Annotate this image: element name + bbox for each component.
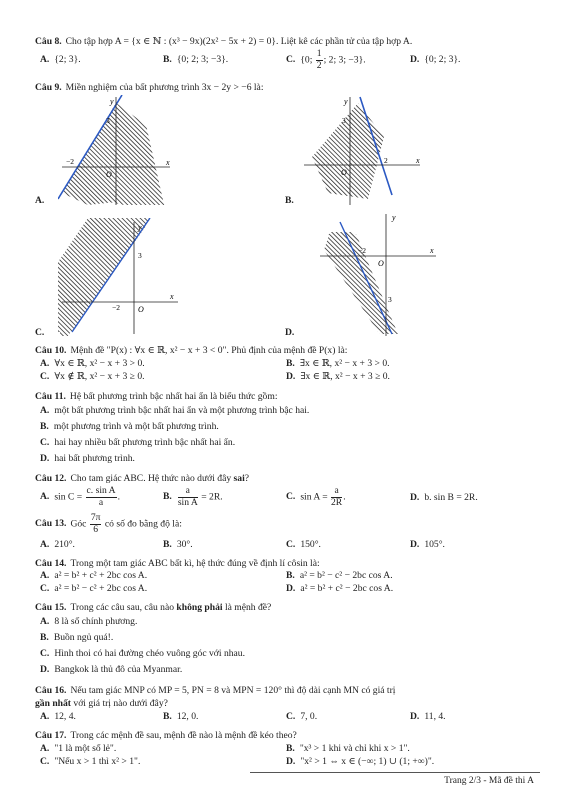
q17-option-d[interactable] [286,756,434,768]
option-text: 30°. [176,539,193,550]
question-text: Trong các mệnh đề sau, mệnh đề nào là mệnh đề kéo theo? [70,730,297,741]
numerator: a [331,486,342,498]
question-text: Góc [70,518,89,530]
q16-option-a[interactable] [40,711,76,723]
option-letter: A. [40,405,50,416]
q11-option-c[interactable] [40,437,235,449]
question-emphasis: gần nhất [35,698,71,709]
q15-option-b[interactable] [40,632,113,644]
q12-option-a[interactable] [40,486,120,508]
option-text: 12, 0. [176,711,199,722]
option-letter: A. [40,570,50,581]
option-text: a² = b² − c² − 2bc cos A. [299,570,393,581]
axis-label-x: x [170,292,174,301]
q13-option-c[interactable] [286,539,321,551]
option-letter: D. [410,539,420,550]
question-text: Trong các câu sau, câu nào [70,602,177,613]
option-letter: C. [40,371,50,382]
origin-label: O [106,170,112,179]
question-text: Miền nghiệm của bất phương trình 3x − 2y > −6 là: [65,82,264,93]
q14-option-c[interactable] [40,583,147,595]
question-13-stem [35,513,182,535]
option-letter: B. [163,491,172,503]
question-11-stem [35,391,277,403]
option-letter: B. [163,539,172,550]
option-text: ∀x ∈ ℝ, x² − x + 3 > 0. [54,358,145,369]
option-text: 7, 0. [300,711,318,722]
question-17-stem [35,730,297,742]
origin-label: O [378,259,384,268]
option-text: một bất phương trình bậc nhất hai ẩn và một phương trình bậc hai. [54,405,310,416]
option-text: . [117,491,120,503]
tick-label: −2 [358,246,366,255]
question-16-stem [35,685,395,697]
option-text: a² = b² + c² − 2bc cos A. [300,583,394,594]
option-text: "Nếu x > 1 thì x² > 1". [54,756,141,767]
footer-divider [250,772,540,773]
q9-option-d[interactable] [285,327,299,339]
q12-option-d[interactable] [410,492,478,504]
option-letter: C. [286,54,296,66]
question-label: Câu 11. [35,391,66,402]
option-letter: B. [285,195,294,206]
option-letter: B. [163,54,172,65]
graph-b [300,95,430,205]
numerator: 1 [316,48,322,59]
option-letter: D. [285,327,295,338]
tick-label: 3 [388,295,392,304]
option-letter: C. [40,583,50,594]
question-text: là mệnh đề? [222,602,272,613]
question-label: Câu 14. [35,558,67,569]
question-12-stem [35,473,249,485]
option-text: hai bất phương trình. [54,453,135,464]
option-text: ∃x ∈ ℝ, x² − x + 3 ≥ 0. [300,371,390,382]
option-text: ∀x ∉ ℝ, x² − x + 3 ≥ 0. [54,371,145,382]
option-text: {0; 2; 3; −3}. [176,54,229,65]
denominator: 6 [93,523,99,535]
tick-label: −2 [66,157,74,166]
q17-option-a[interactable] [40,743,116,755]
q9-option-a[interactable] [35,195,49,207]
denominator: a [98,496,104,508]
question-text: Cho tập hợp A = {x ∈ ℕ : (x³ − 9x)(2x² − 5x + 2) = 0}. Liệt kê các phần tử của tập hợp A. [65,36,413,47]
q11-option-d[interactable] [40,453,135,465]
option-letter: D. [286,583,296,594]
q17-option-c[interactable] [40,756,140,768]
question-text: Hệ bất phương trình bậc nhất hai ẩn là biểu thức gồm: [69,391,278,402]
question-text: Cho tam giác ABC. Hệ thức nào dưới đây [70,473,234,484]
axis-label-x: x [166,158,170,167]
q12-option-b[interactable] [163,486,223,508]
option-letter: A. [40,491,50,503]
numerator: 7π [90,512,101,523]
option-text: Hình thoi có hai đường chéo vuông góc với nhau. [54,648,245,659]
q8-option-b[interactable] [163,54,228,66]
question-label: Câu 12. [35,473,67,484]
option-letter: C. [286,491,296,503]
option-text: sin C = [54,491,85,503]
option-text: 8 là số chính phương. [54,616,138,627]
axis-label-y: y [392,213,396,222]
option-letter: A. [40,539,50,550]
option-text: 150°. [300,539,321,550]
question-text: Nếu tam giác MNP có MP = 5, PN = 8 và MPN = 120° thì độ dài cạnh MN có giá trị [70,685,396,696]
fraction [178,486,198,508]
q11-option-b[interactable] [40,421,219,433]
tick-label: −2 [112,303,120,312]
option-text: Bangkok là thủ đô của Myanmar. [54,664,183,675]
tick-label: 2 [384,156,388,165]
axis-label-x: x [416,156,420,165]
option-letter: D. [410,54,420,65]
option-text: hai hay nhiều bất phương trình bậc nhất hai ẩn. [54,437,236,448]
question-14-stem [35,558,320,570]
option-letter: B. [286,743,295,754]
option-text: . [343,491,346,503]
q15-option-d[interactable] [40,664,182,676]
q14-option-b[interactable] [286,570,393,582]
option-text: ∃x ∈ ℝ, x² − x + 3 > 0. [299,358,390,369]
question-text: Trong một tam giác ABC bất kì, hệ thức đúng về định lí côsin là: [70,558,320,569]
fraction [331,486,342,508]
option-letter: D. [40,664,50,675]
origin-label: O [341,168,347,177]
option-text: Buồn ngủ quá!. [53,632,114,643]
question-9-stem [35,82,264,94]
option-letter: B. [286,570,295,581]
option-letter: D. [410,492,420,503]
question-label: Câu 10. [35,345,67,356]
question-8-stem [35,36,412,48]
tick-label: 3 [106,116,110,125]
q10-option-a[interactable] [40,358,145,370]
option-letter: A. [40,54,50,65]
q16-option-b[interactable] [163,711,198,723]
q9-option-b[interactable] [285,195,299,207]
q13-option-d[interactable] [410,539,445,551]
tick-label: 3 [342,116,346,125]
option-letter: C. [40,756,50,767]
option-text: một phương trình và một bất phương trình. [53,421,219,432]
q16-option-c[interactable] [286,711,317,723]
option-text: {0; [300,54,315,66]
option-text: {0; 2; 3}. [424,54,461,65]
option-text: sin A = [300,491,330,503]
denominator: 2 [316,59,322,71]
q17-option-b[interactable] [286,743,410,755]
question-text: ? [244,473,250,484]
axis-label-y: y [110,97,114,106]
graph-a [58,95,188,205]
option-text: 11, 4. [424,711,446,722]
axis-label-y: y [138,223,142,232]
q10-option-c[interactable] [40,371,145,383]
q16-option-d[interactable] [410,711,446,723]
q8-option-a[interactable] [40,54,81,66]
question-10-stem [35,345,347,357]
option-letter: B. [40,421,49,432]
q12-option-c[interactable] [286,486,346,508]
option-text: {2; 3}. [54,54,81,65]
q10-option-d[interactable] [286,371,390,383]
option-letter: A. [40,358,50,369]
option-letter: B. [163,711,172,722]
question-16-stem-cont [35,698,168,710]
q8-option-d[interactable] [410,54,460,66]
q9-option-c[interactable] [35,327,49,339]
option-text: "x² > 1 ⇔ x ∈ (−∞; 1) ∪ (1; +∞)". [300,756,435,767]
question-15-stem [35,602,271,614]
option-letter: D. [40,453,50,464]
q15-option-a[interactable] [40,616,137,628]
option-letter: A. [40,743,50,754]
question-label: Câu 8. [35,36,62,47]
option-text: 12, 4. [54,711,76,722]
question-emphasis: không phải [176,602,223,613]
q11-option-a[interactable] [40,405,309,417]
option-text: "x³ > 1 khi và chỉ khi x > 1". [299,743,410,754]
option-text: = 2R. [198,491,223,503]
option-letter: A. [40,616,50,627]
fraction [86,486,117,508]
denominator: 2R [331,496,343,508]
page-footer: Trang 2/3 - Mã đề thi A [444,776,534,786]
fraction [90,513,102,535]
question-emphasis: sai [233,473,245,484]
option-letter: C. [286,539,296,550]
numerator: c. sin A [86,485,116,496]
axis-label-y: y [344,97,348,106]
q8-option-c[interactable] [286,49,366,71]
q15-option-c[interactable] [40,648,245,660]
tick-label: 3 [138,251,142,260]
question-text: Mệnh đề "P(x) : ∀x ∈ ℝ, x² − x + 3 < 0". Phủ định của mệnh đề P(x) là: [70,345,348,356]
option-text: "1 là một số lẻ". [54,743,117,754]
q13-option-a[interactable] [40,539,75,551]
q10-option-b[interactable] [286,358,390,370]
graph-d [300,210,440,340]
option-text: a² = b² − c² + 2bc cos A. [54,583,148,594]
option-text: 105°. [424,539,445,550]
option-text: b. sin B = 2R. [424,492,478,503]
option-letter: C. [40,437,50,448]
option-letter: D. [286,756,296,767]
question-label: Câu 13. [35,518,67,530]
question-text: có số đo bằng độ là: [102,518,182,530]
option-letter: B. [286,358,295,369]
question-text: với giá trị nào dưới đây? [71,698,168,709]
q14-option-d[interactable] [286,583,393,595]
question-label: Câu 17. [35,730,67,741]
question-label: Câu 16. [35,685,67,696]
numerator: a [178,486,198,498]
fraction [316,49,323,71]
origin-label: O [138,305,144,314]
option-letter: B. [40,632,49,643]
q14-option-a[interactable] [40,570,147,582]
question-label: Câu 15. [35,602,67,613]
option-letter: C. [286,711,296,722]
option-letter: D. [410,711,420,722]
denominator: sin A [177,496,198,508]
option-letter: C. [35,327,45,338]
question-label: Câu 9. [35,82,62,93]
q13-option-b[interactable] [163,539,193,551]
axis-label-x: x [430,246,434,255]
option-letter: D. [286,371,296,382]
option-letter: A. [35,195,45,206]
graph-c [58,218,188,338]
option-text: a² = b² + c² + 2bc cos A. [54,570,148,581]
option-letter: C. [40,648,50,659]
option-text: 210°. [54,539,75,550]
option-letter: A. [40,711,50,722]
option-text: ; 2; 3; −3}. [323,54,366,66]
